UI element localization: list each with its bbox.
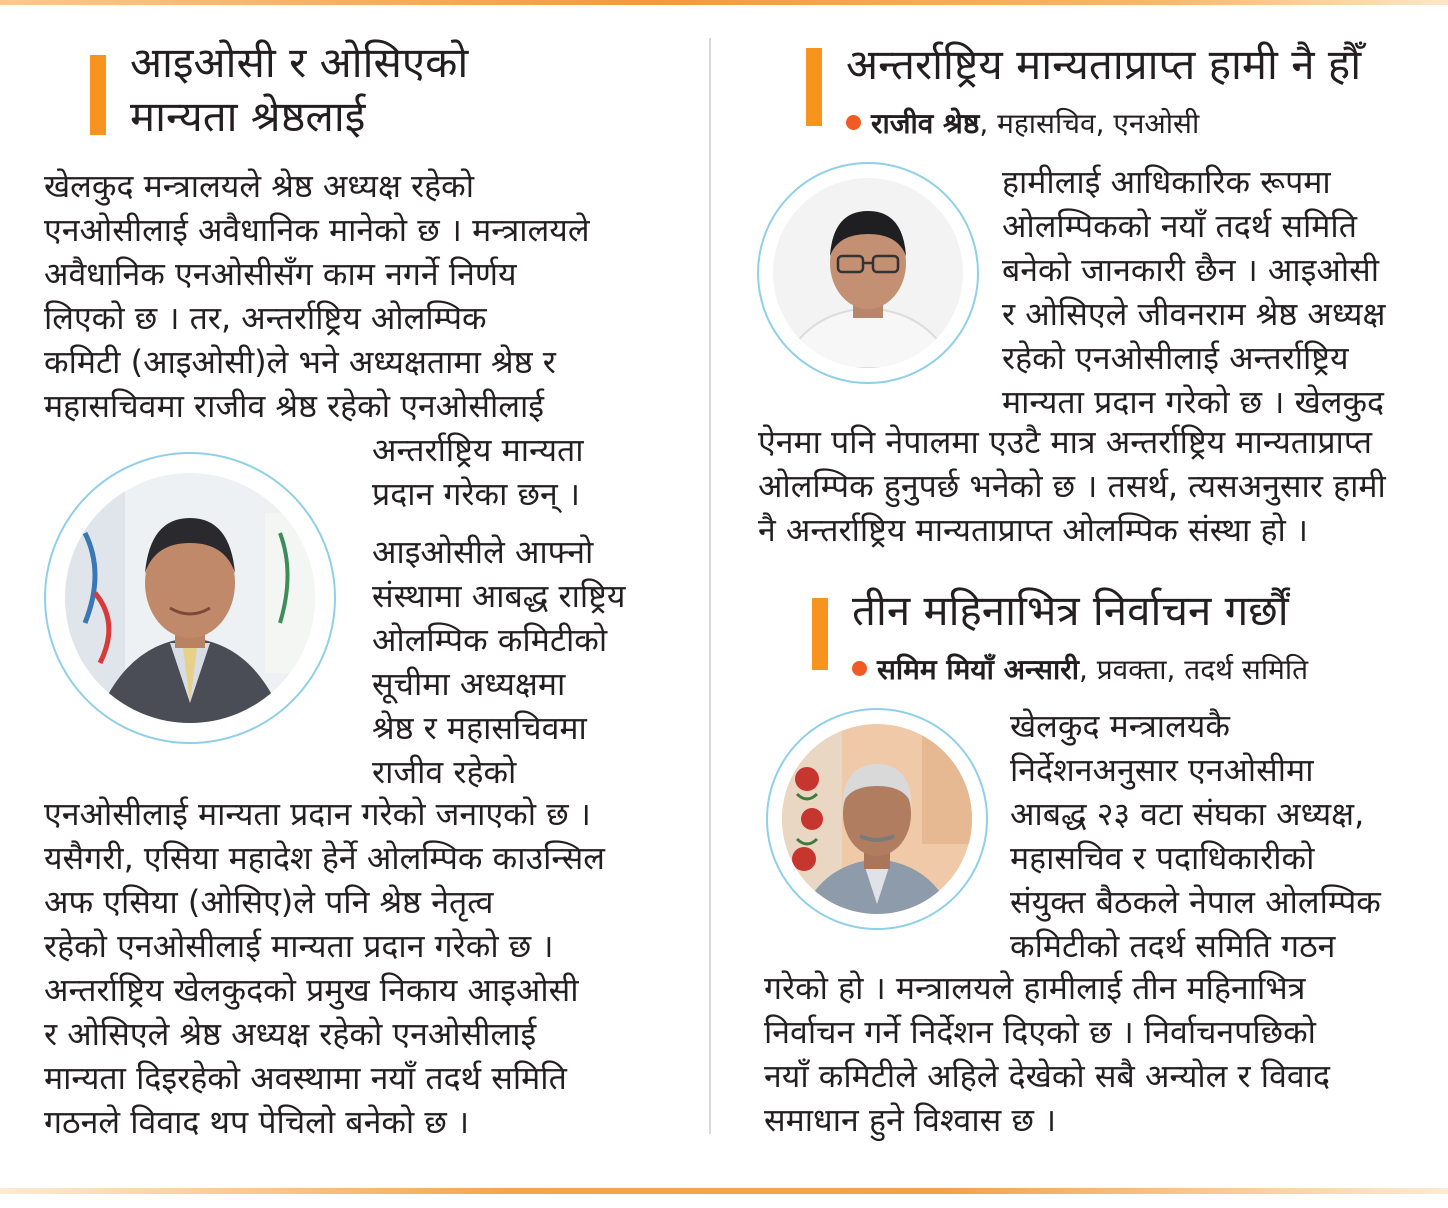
byline-role: , प्रवक्ता, तदर्थ समिति xyxy=(1078,653,1309,686)
portrait-photo xyxy=(782,724,972,914)
text-line: समाधान हुने विश्वास छ । xyxy=(764,1101,1057,1139)
right-bottom-paragraph-side xyxy=(1010,704,1381,968)
text-line: निर्वाचन गर्ने निर्देशन दिएको छ । निर्वाचनपछिको xyxy=(764,1013,1316,1051)
text-line: गरेको हो । मन्त्रालयले हामीलाई तीन महिनाभित्र xyxy=(764,969,1306,1007)
text-line: अन्तर्राष्ट्रिय खेलकुदको प्रमुख निकाय आइओसी xyxy=(44,971,579,1009)
right-top-heading-accent-bar xyxy=(806,48,822,126)
left-heading-accent-bar xyxy=(90,55,106,135)
right-bottom-paragraph-full xyxy=(764,966,1330,1142)
left-title-line: आइओसी र ओसिएको xyxy=(130,38,469,87)
text-line: प्रदान गरेका छन् । xyxy=(372,475,581,513)
text-line: रहेको एनओसीलाई अन्तर्राष्ट्रिय xyxy=(1002,339,1349,377)
text-line: खेलकुद मन्त्रालयकै xyxy=(1010,707,1230,745)
top-accent-border xyxy=(0,0,1448,5)
text-line: लिएको छ । तर, अन्तर्राष्ट्रिय ओलम्पिक xyxy=(44,299,487,337)
text-line: खेलकुद मन्त्रालयले श्रेष्ठ अध्यक्ष रहेको xyxy=(44,167,475,205)
text-line: र ओसिएले श्रेष्ठ अध्यक्ष रहेको एनओसीलाई xyxy=(44,1015,537,1053)
portrait-photo xyxy=(65,473,315,723)
text-line: गठनले विवाद थप पेचिलो बनेको छ । xyxy=(44,1103,470,1141)
text-line: यसैगरी, एसिया महादेश हेर्ने ओलम्पिक काउन्सिल xyxy=(44,839,606,877)
text-line: संयुक्त बैठकले नेपाल ओलम्पिक xyxy=(1010,883,1381,921)
left-paragraph-side-b xyxy=(372,530,625,794)
right-top-paragraph-full xyxy=(758,420,1386,552)
bottom-accent-border xyxy=(0,1188,1448,1194)
byline-role: , महासचिव, एनओसी xyxy=(979,107,1200,140)
text-line: एनओसीलाई अवैधानिक मानेको छ । मन्त्रालयले xyxy=(44,211,590,249)
text-line: अन्तर्राष्ट्रिय मान्यता xyxy=(372,431,584,469)
text-line: आबद्ध २३ वटा संघका अध्यक्ष, xyxy=(1010,795,1365,833)
text-line: र ओसिएले जीवनराम श्रेष्ठ अध्यक्ष xyxy=(1002,295,1386,333)
text-line: ओलम्पिक कमिटीको xyxy=(372,621,608,659)
byline-rajeev-shrestha xyxy=(846,106,1199,142)
photo-frame-samim-miyan-ansari xyxy=(766,708,988,930)
text-line: हामीलाई आधिकारिक रूपमा xyxy=(1002,163,1331,201)
text-line: रहेको एनओसीलाई मान्यता प्रदान गरेको छ । xyxy=(44,927,554,965)
text-line: कमिटीको तदर्थ समिति गठन xyxy=(1010,927,1336,965)
text-line: ओलम्पिकको नयाँ तदर्थ समिति xyxy=(1002,207,1357,245)
byline-samim-miyan-ansari xyxy=(852,652,1308,688)
right-top-paragraph-side xyxy=(1002,160,1385,424)
text-line: सूचीमा अध्यक्षमा xyxy=(372,665,566,703)
text-line: कमिटी (आइओसी)ले भने अध्यक्षतामा श्रेष्ठ र xyxy=(44,343,556,381)
photo-frame-jeevan-ram-shrestha xyxy=(44,452,336,744)
column-divider xyxy=(709,38,711,1134)
bullet-dot xyxy=(852,661,867,676)
left-paragraph-top xyxy=(44,164,590,428)
bullet-dot xyxy=(846,115,861,130)
text-line: बनेको जानकारी छैन । आइओसी xyxy=(1002,251,1380,289)
text-line: आइओसीले आफ्नो xyxy=(372,533,594,571)
text-line: ऐनमा पनि नेपालमा एउटै मात्र अन्तर्राष्ट्रिय मान्यताप्राप्त xyxy=(758,423,1372,461)
portrait-illustration xyxy=(65,473,315,723)
portrait-illustration xyxy=(782,724,972,914)
left-paragraph-side-a xyxy=(372,428,584,516)
text-line: निर्देशनअनुसार एनओसीमा xyxy=(1010,751,1314,789)
text-line: अफ एसिया (ओसिए)ले पनि श्रेष्ठ नेतृत्व xyxy=(44,883,494,921)
byline-name: राजीव श्रेष्ठ xyxy=(871,107,980,140)
right-bottom-article-title: तीन महिनाभित्र निर्वाचन गर्छौं xyxy=(852,586,1289,635)
left-article-title xyxy=(130,36,468,144)
text-line: महासचिव र पदाधिकारीको xyxy=(1010,839,1315,877)
text-line: अवैधानिक एनओसीसँग काम नगर्ने निर्णय xyxy=(44,255,517,293)
portrait-photo xyxy=(773,178,963,368)
text-line: महासचिवमा राजीव श्रेष्ठ रहेको एनओसीलाई xyxy=(44,387,545,425)
text-line: नयाँ कमिटीले अहिले देखेको सबै अन्योल र विवाद xyxy=(764,1057,1330,1095)
text-line: मान्यता दिइरहेको अवस्थामा नयाँ तदर्थ समिति xyxy=(44,1059,567,1097)
right-bottom-heading-accent-bar xyxy=(812,598,828,670)
left-paragraph-bottom xyxy=(44,792,605,1144)
text-line: एनओसीलाई मान्यता प्रदान गरेको जनाएको छ । xyxy=(44,795,591,833)
text-line: मान्यता प्रदान गरेको छ । खेलकुद xyxy=(1002,383,1385,421)
text-line: संस्थामा आबद्ध राष्ट्रिय xyxy=(372,577,626,615)
photo-frame-rajeev-shrestha xyxy=(757,162,979,384)
right-top-article-title: अन्तर्राष्ट्रिय मान्यताप्राप्त हामी नै हौँ xyxy=(846,40,1362,89)
text-line: नै अन्तर्राष्ट्रिय मान्यताप्राप्त ओलम्पिक संस्था हो । xyxy=(758,511,1309,549)
left-title-line: मान्यता श्रेष्ठलाई xyxy=(130,92,366,141)
byline-name: समिम मियाँ अन्सारी xyxy=(877,653,1079,686)
text-line: श्रेष्ठ र महासचिवमा xyxy=(372,709,587,747)
portrait-illustration xyxy=(773,178,963,368)
text-line: ओलम्पिक हुनुपर्छ भनेको छ । तसर्थ, त्यसअनुसार हामी xyxy=(758,467,1386,505)
text-line: राजीव रहेको xyxy=(372,753,517,791)
